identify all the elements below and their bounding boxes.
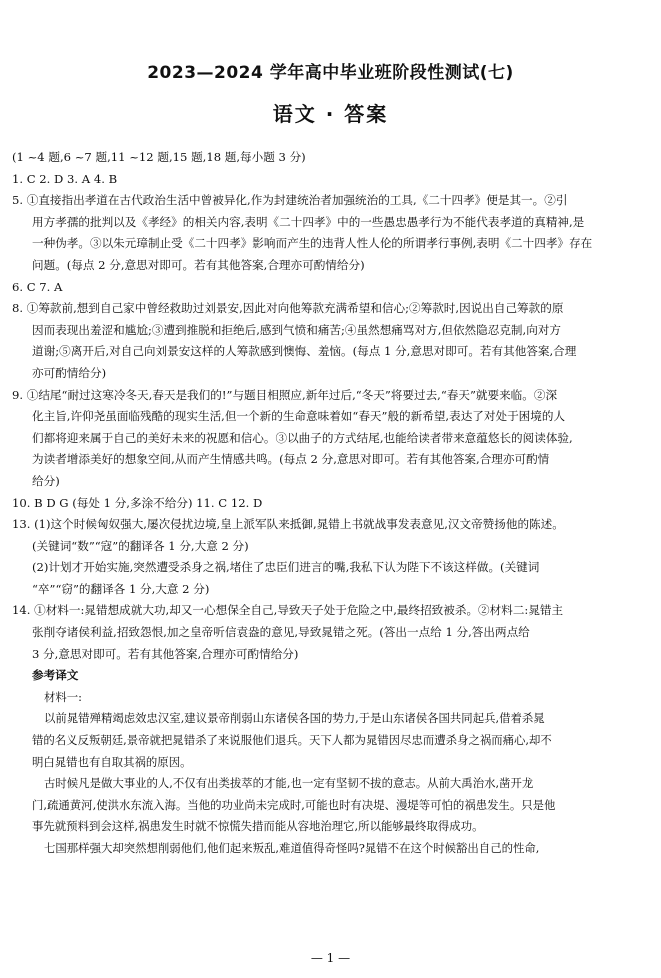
text-line: 5. ①直接指出孝道在古代政治生活中曾被异化,作为封建统治者加强统治的工具,《二十四孝》便是其一。②引 [12, 193, 568, 208]
text-line: 古时候凡是做大事业的人,不仅有出类拔萃的才能,也一定有坚韧不拔的意志。从前大禹治水,凿开龙 [44, 776, 534, 791]
text-line: 门,疏通黄河,使洪水东流入海。当他的功业尚未完成时,可能也时有决堤、漫堤等可怕的祸患发生。只是他 [32, 797, 556, 812]
text-line: 用方孝孺的批判以及《孝经》的相关内容,表明《二十四孝》中的一些愚忠愚孝行为不能代表孝道的真精神,是 [32, 214, 585, 229]
text-line: 以前晁错殚精竭虑效忠汉室,建议景帝削弱山东诸侯各国的势力,于是山东诸侯各国共同起兵,借着杀晁 [44, 711, 545, 726]
reference-heading: 参考译文 [32, 668, 79, 683]
text-line: 化主旨,许仰尧虽面临残酷的现实生活,但一个新的生命意味着如“春天”般的新希望,表达了对处于困境的人 [32, 409, 566, 424]
text-line: 道谢;⑤离开后,对自己向刘景安这样的人筹款感到懊悔、羞恼。(每点 1 分,意思对即可。若有其他答案,合理 [32, 344, 577, 359]
text-line: 问题。(每点 2 分,意思对即可。若有其他答案,合理亦可酌情给分) [32, 257, 365, 272]
text-line: 为读者增添美好的想象空间,从而产生情感共鸣。(每点 2 分,意思对即可。若有其他答案,合理亦可酌情 [32, 452, 550, 467]
text-line: 明白晁错也有自取其祸的原因。 [32, 754, 192, 769]
text-line: 错的名义反叛朝廷,景帝就把晁错杀了来说服他们退兵。天下人都为晁错因尽忠而遭杀身之祸而痛心,却不 [32, 733, 552, 748]
text-line: (关键词“数”“寇”的翻译各 1 分,大意 2 分) [32, 538, 249, 553]
text-line: 8. ①筹款前,想到自己家中曾经救助过刘景安,因此对向他筹款充满希望和信心;②筹款时,因说出自己筹款的原 [12, 301, 564, 316]
text-line: (1 ~4 题,6 ~7 题,11 ~12 题,15 题,18 题,每小题 3 分) [12, 150, 306, 164]
exam-title: 2023—2024 学年高中毕业班阶段性测试(七) [147, 63, 514, 83]
text-line: 13. (1)这个时候匈奴强大,屡次侵扰边境,皇上派军队来抵御,晁错上书就战事发表意见,汉文帝赞扬他的陈述。 [12, 517, 564, 532]
text-line: 因而表现出羞涩和尴尬;③遭到推脱和拒绝后,感到气愤和痛苦;④虽然想痛骂对方,但依然隐忍克制,向对方 [32, 322, 561, 337]
text-line: 事先就预料到会这样,祸患发生时就不惊慌失措而能从容地治理它,所以能够最终取得成功。 [32, 819, 484, 834]
text-line: 七国那样强大却突然想削弱他们,他们起来叛乱,难道值得奇怪吗?晁错不在这个时候豁出自己的性命, [44, 841, 540, 855]
text-line: 给分) [32, 473, 60, 488]
text-line: (2)计划才开始实施,突然遭受杀身之祸,堵住了忠臣们进言的嘴,我私下认为陛下不该这样做。(关键词 [32, 560, 540, 575]
text-line: 材料一: [44, 689, 83, 704]
text-line: 3 分,意思对即可。若有其他答案,合理亦可酌情给分) [32, 646, 299, 661]
reference-translation [12, 687, 648, 860]
text-line: 们都将迎来属于自己的美好未来的祝愿和信心。③以曲子的方式结尾,也能给读者带来意蕴悠长的阅读体验, [32, 430, 573, 445]
answer-content [12, 147, 648, 860]
text-line: 10. B D G (每处 1 分,多涂不给分) 11. C 12. D [12, 495, 263, 510]
text-line: 1. C 2. D 3. A 4. B [12, 171, 118, 186]
text-line: “卒”“窃”的翻译各 1 分,大意 2 分) [32, 581, 210, 596]
document-subtitle: 语文 · 答案 [272, 102, 389, 126]
text-line: 6. C 7. A [12, 279, 63, 294]
text-line: 亦可酌情给分) [32, 365, 107, 380]
page-number: — 1 — [310, 951, 351, 965]
text-line: 张削夺诸侯利益,招致怨恨,加之皇帝听信袁盎的意见,导致晁错之死。(答出一点给 1 分,答出两点给 [32, 625, 530, 640]
text-line: 9. ①结尾“耐过这寒冷冬天,春天是我们的!”与题目相照应,新年过后,“冬天”将要过去,“春天”就要来临。②深 [12, 387, 558, 402]
answer-lines [12, 147, 648, 665]
text-line: 一种伪孝。③以朱元璋制止受《二十四孝》影响而产生的违背人性人伦的所谓孝行事例,表明《二十四孝》存在 [32, 236, 593, 251]
text-line: 14. ①材料一:晁错想成就大功,却又一心想保全自己,导致天子处于危险之中,最终招致被杀。②材料二:晁错主 [12, 603, 564, 618]
